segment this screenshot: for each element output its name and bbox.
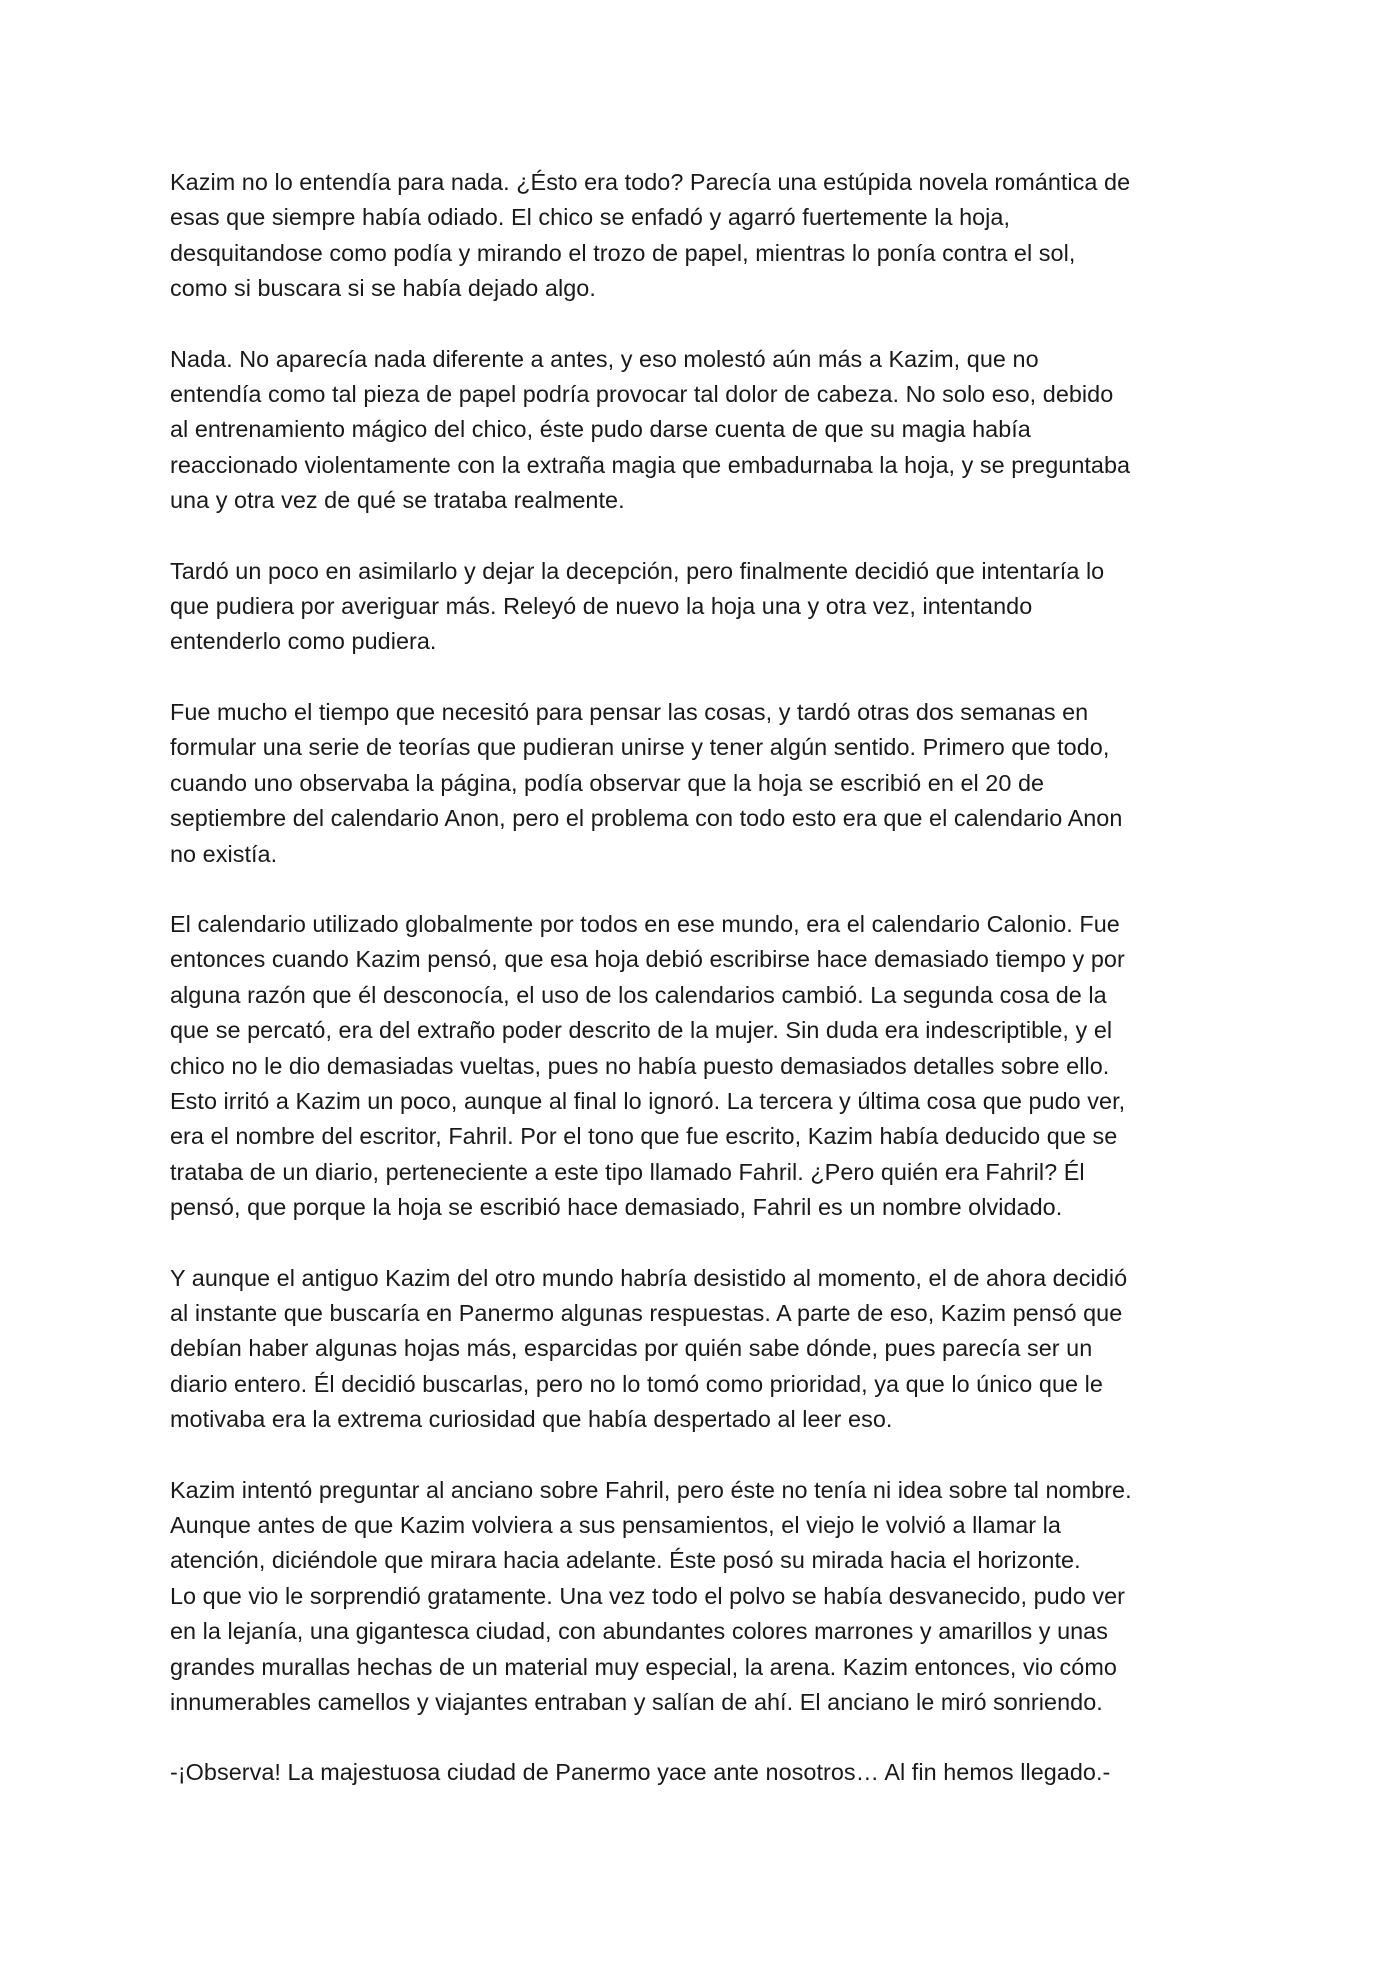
- paragraph-8: -¡Observa! La majestuosa ciudad de Panermo yace ante nosotros… Al fin hemos llegado.-: [170, 1759, 1111, 1786]
- paragraph-2: Nada. No aparecía nada diferente a antes, y eso molestó aún más a Kazim, que no entendía como tal pieza de papel podría provocar tal dolor de cabeza. No solo eso, debido al entrenamiento mágico del chico, éste pudo darse cuenta de que su magia había reaccionado violentamente con la extraña magia que embadurnaba la hoja, y se preguntaba una y otra vez de qué se trataba realmente.: [170, 345, 1131, 514]
- paragraph-5: El calendario utilizado globalmente por todos en ese mundo, era el calendario Calonio. Fue entonces cuando Kazim pensó, que esa hoja debió escribirse hace demasiado tiempo y por alguna razón que él desconocía, el uso de los calendarios cambió. La segunda cosa de la que se percató, era del extraño poder descrito de la mujer. Sin duda era indescriptible, y el chico no le dio demasiadas vueltas, pues no había puesto demasiados detalles sobre ello. Esto irritó a Kazim un poco, aunque al final lo ignoró. La tercera y última cosa que pudo ver, era el nombre del escritor, Fahril. Por el tono que fue escrito, Kazim había deducido que se trataba de un diario, perteneciente a este tipo llamado Fahril. ¿Pero quién era Fahril? Él pensó, que porque la hoja se escribió hace demasiado, Fahril es un nombre olvidado.: [170, 910, 1126, 1221]
- paragraph-3: Tardó un poco en asimilarlo y dejar la decepción, pero finalmente decidió que intentaría lo que pudiera por averiguar más. Releyó de nuevo la hoja una y otra vez, intentando entenderlo como pudiera.: [170, 557, 1105, 655]
- paragraph-6: Y aunque el antiguo Kazim del otro mundo habría desistido al momento, el de ahora decidió al instante que buscaría en Panermo algunas respuestas. A parte de eso, Kazim pensó que debían haber algunas hojas más, esparcidas por quién sabe dónde, pues parecía ser un diario entero. Él decidió buscarlas, pero no lo tomó como prioridad, ya que lo único que le motivaba era la extrema curiosidad que había despertado al leer eso.: [170, 1264, 1128, 1433]
- paragraph-7: Kazim intentó preguntar al anciano sobre Fahril, pero éste no tenía ni idea sobre tal nombre. Aunque antes de que Kazim volviera a sus pensamientos, el viejo le volvió a llamar la atención, diciéndole que mirara hacia adelante. Éste posó su mirada hacia el horizonte. Lo que vio le sorprendió gratamente. Una vez todo el polvo se había desvanecido, pudo ver en la lejanía, una gigantesca ciudad, con abundantes colores marrones y amarillos y unas grandes murallas hechas de un material muy especial, la arena. Kazim entonces, vio cómo innumerables camellos y viajantes entraban y salían de ahí. El anciano le miró sonriendo.: [170, 1476, 1132, 1716]
- paragraph-1: Kazim no lo entendía para nada. ¿Ésto era todo? Parecía una estúpida novela romántica de esas que siempre había odiado. El chico se enfadó y agarró fuertemente la hoja, desquitandose como podía y mirando el trozo de papel, mientras lo ponía contra el sol, como si buscara si se había dejado algo.: [170, 169, 1131, 302]
- document-body: [170, 165, 1235, 1791]
- paragraph-4: Fue mucho el tiempo que necesitó para pensar las cosas, y tardó otras dos semanas en formular una serie de teorías que pudieran unirse y tener algún sentido. Primero que todo, cuando uno observaba la página, podía observar que la hoja se escribió en el 20 de septiembre del calendario Anon, pero el problema con todo esto era que el calendario Anon no existía.: [170, 698, 1123, 867]
